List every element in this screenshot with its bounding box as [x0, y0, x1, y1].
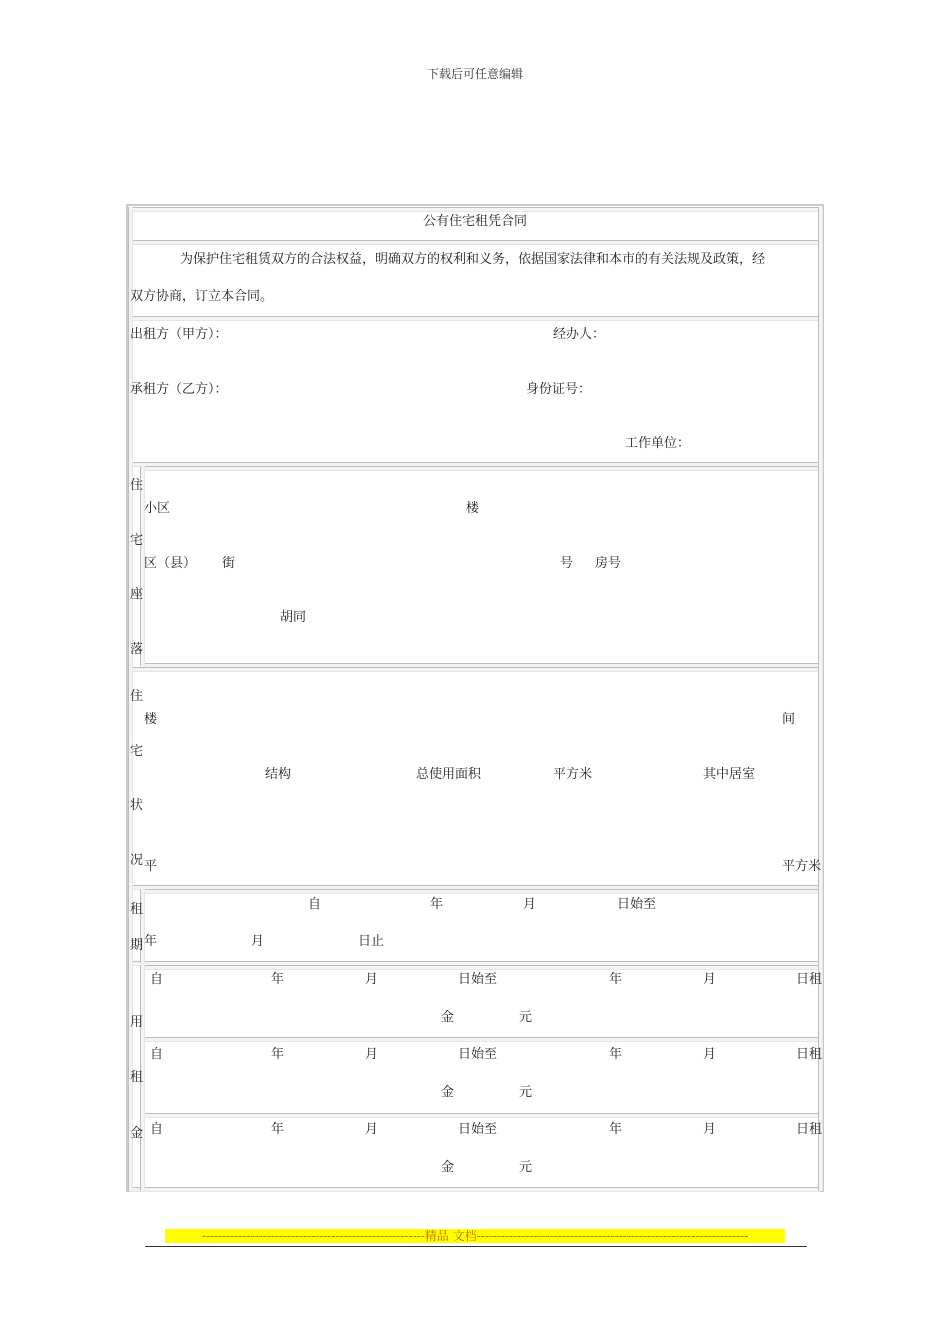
- floor-label: 楼: [144, 712, 158, 727]
- rent-side-char: 金: [130, 1126, 144, 1141]
- rent-year: 年: [271, 972, 285, 987]
- location-side-char: 宅: [130, 533, 144, 548]
- footer-label: 精品 文档: [424, 1229, 477, 1243]
- location-top-rule: [143, 466, 820, 471]
- building-label: 楼: [466, 501, 480, 516]
- id-number-label: 身份证号：: [526, 382, 592, 397]
- footer-dashes-left: -------------------------------------------------------: [201, 1229, 425, 1243]
- condition-side-char: 宅: [130, 744, 144, 759]
- rent-month-end: 月: [703, 972, 717, 987]
- table-right-rule: [818, 207, 823, 1191]
- footer-rule: [145, 1246, 807, 1247]
- number-label: 号: [560, 556, 574, 571]
- rent-amount: 金: [441, 1010, 455, 1025]
- rent-unit: 元: [519, 1085, 533, 1100]
- condition-side-char: 状: [130, 798, 144, 813]
- term-start-to: 日始至: [617, 897, 657, 912]
- rent-from: 自: [150, 972, 164, 987]
- rooms-label: 间: [782, 712, 796, 727]
- rent-year-end: 年: [609, 1122, 623, 1137]
- rent2-top-rule: [143, 1037, 820, 1042]
- rent-month: 月: [365, 972, 379, 987]
- table-bottom-rule: [130, 1187, 820, 1192]
- rent-month-end: 月: [703, 1047, 717, 1062]
- alley-label: 胡同: [280, 610, 307, 625]
- header-note: 下载后可任意编辑: [426, 67, 523, 81]
- term-from: 自: [308, 897, 322, 912]
- rent-month: 月: [365, 1047, 379, 1062]
- contract-table: [126, 204, 824, 1192]
- rent-amount: 金: [441, 1085, 455, 1100]
- term-year-end: 年: [144, 934, 158, 949]
- term-top-rule: [143, 889, 820, 894]
- rent-unit: 元: [519, 1010, 533, 1025]
- ping-label: 平: [144, 859, 158, 874]
- term-month-end: 月: [251, 934, 265, 949]
- rent-unit: 元: [519, 1160, 533, 1175]
- location-side-char: 座: [130, 587, 144, 602]
- footer-dashes-right: -------------------------------------------------------------------: [476, 1229, 749, 1243]
- rent-year: 年: [271, 1047, 285, 1062]
- rent-year-end: 年: [609, 972, 623, 987]
- lessee-label: 承租方（乙方）：: [130, 382, 228, 397]
- lessor-label: 出租方（甲方）：: [130, 327, 228, 342]
- rent-day-rent: 日租: [796, 1122, 823, 1137]
- street-label: 街: [222, 556, 236, 571]
- location-side-char: 住: [130, 478, 144, 493]
- sqm-end-label: 平方米: [782, 859, 822, 874]
- term-side-char: 租: [130, 902, 144, 917]
- condition-side-char: 况: [130, 853, 144, 868]
- table-top-rule: [130, 207, 820, 212]
- term-year: 年: [430, 897, 444, 912]
- rent-side-char: 租: [130, 1070, 144, 1085]
- handler-label: 经办人：: [553, 327, 606, 342]
- sqm-label: 平方米: [553, 767, 593, 782]
- rent-year-end: 年: [609, 1047, 623, 1062]
- room-label: 房号: [595, 556, 622, 571]
- district-label: 区（县）: [144, 556, 197, 571]
- rent-day-rent: 日租: [796, 1047, 823, 1062]
- term-day-end: 日止: [358, 934, 385, 949]
- preamble-line1: 为保护住宅租赁双方的合法权益，明确双方的权利和义务，依据国家法律和本市的有关法规及政策，经: [180, 252, 766, 267]
- rent-day-rent: 日租: [796, 972, 823, 987]
- condition-top-rule: [130, 667, 820, 672]
- bedroom-label: 其中居室: [703, 767, 756, 782]
- structure-label: 结构: [265, 767, 292, 782]
- rent-from: 自: [150, 1122, 164, 1137]
- rent-amount: 金: [441, 1160, 455, 1175]
- rent-from: 自: [150, 1047, 164, 1062]
- title-rule: [130, 240, 820, 245]
- rent-start-to: 日始至: [458, 1122, 498, 1137]
- condition-side-char: 住: [130, 689, 144, 704]
- rent-side-char: 用: [130, 1015, 144, 1030]
- location-side-char: 落: [130, 642, 144, 657]
- employer-label: 工作单位：: [625, 436, 691, 451]
- term-side-char: 期: [130, 938, 144, 953]
- rent-start-to: 日始至: [458, 1047, 498, 1062]
- rent3-top-rule: [143, 1113, 820, 1118]
- rent-start-to: 日始至: [458, 972, 498, 987]
- rent-year: 年: [271, 1122, 285, 1137]
- rent-month: 月: [365, 1122, 379, 1137]
- preamble-rule: [130, 316, 820, 321]
- total-area-label: 总使用面积: [416, 767, 482, 782]
- contract-title: 公有住宅租凭合同: [422, 214, 527, 229]
- rent-month-end: 月: [703, 1122, 717, 1137]
- preamble-line2: 双方协商，订立本合同。: [130, 289, 274, 304]
- footer-banner: [165, 1229, 785, 1243]
- rent1-top-rule: [143, 965, 820, 970]
- community-label: 小区: [144, 501, 171, 516]
- term-month: 月: [523, 897, 537, 912]
